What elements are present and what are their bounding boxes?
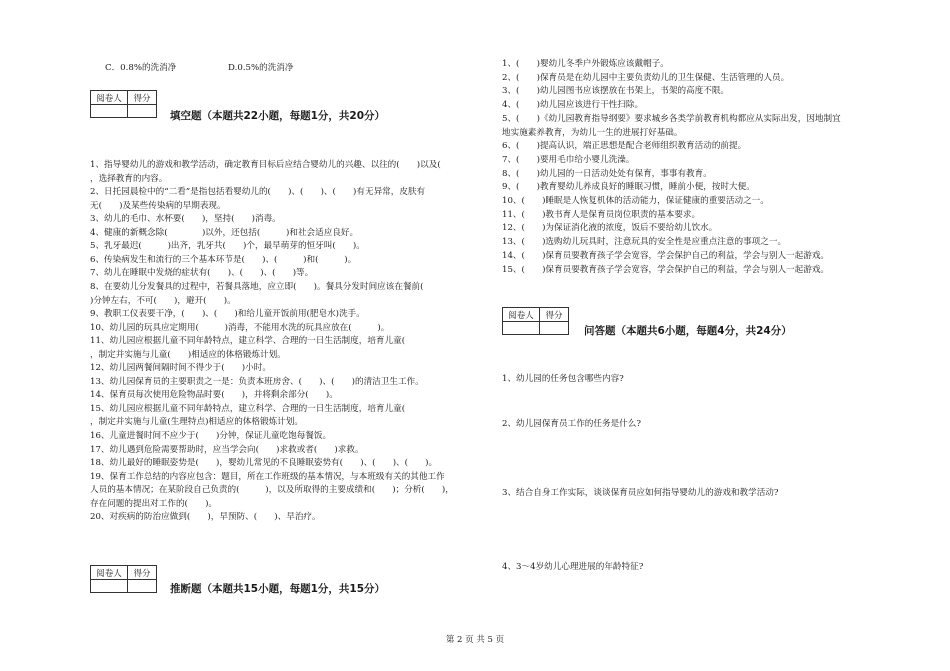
fill-question-line: ，选择教育的内容。 bbox=[90, 173, 168, 184]
judge-question-line: 8、( )幼儿园的一日活动处处有保育，事事有教育。 bbox=[502, 168, 712, 179]
judge-question-line: 2、( )保育员是在幼儿园中主要负责幼儿的卫生保健、生活管理的人员。 bbox=[502, 72, 790, 83]
fill-question-line: 17、幼儿遇到危险需要帮助时，应当学会向( )求救或者( )求救。 bbox=[90, 444, 364, 455]
score-label: 得分 bbox=[128, 91, 157, 105]
score-cell[interactable] bbox=[128, 580, 157, 593]
judge-question-line: 1、( )婴幼儿冬季户外锻炼应该戴帽子。 bbox=[502, 59, 669, 69]
judge-question-line: 12、( )为保证消化液的浓度，饭后不要给幼儿饮水。 bbox=[502, 223, 718, 234]
fill-question-line: 9、教职工仪表要干净，( )、( )和给儿童开饭前用(肥皂水)洗手。 bbox=[90, 309, 365, 320]
option-c: C．0.8%的洗消净 bbox=[105, 63, 177, 73]
score-label: 得分 bbox=[540, 308, 569, 322]
fill-question-line: 16、儿童进餐时间不应少于( )分钟，保证儿童吃饱每餐饭。 bbox=[90, 431, 332, 441]
fill-question-line: 无( )及某些传染病的早期表现。 bbox=[90, 200, 226, 211]
fill-question-line: 人员的基本情况；在某阶段自己负责的( )，以及所取得的主要成绩和( )；分析( )， bbox=[90, 485, 454, 496]
fill-question-line: 19、保育工作总结的内容应包含：题目，所在工作班级的基本情况，与本班级有关的其他工作 bbox=[90, 471, 445, 482]
fill-question-line: 存在问题的提出对工作的( )。 bbox=[90, 498, 218, 509]
qa-question: 3、结合自身工作实际，谈谈保育员应如何指导婴幼儿的游戏和教学活动? bbox=[502, 488, 779, 498]
score-cell[interactable] bbox=[128, 105, 157, 118]
qa-question: 4、3～4岁幼儿心理进展的年龄特征? bbox=[502, 562, 644, 572]
fill-question-line: 20、对疾病的防治应做到( )，早预防、( )、早治疗。 bbox=[90, 512, 321, 523]
fill-question-line: 5、乳牙最迟( )出齐，乳牙共( )个，最早萌芽的恒牙叫( )。 bbox=[90, 241, 365, 252]
fill-question-line: ，制定并实施与儿童( )相适应的体格锻炼计划。 bbox=[90, 349, 286, 360]
fill-question-line: 13、幼儿园保育员的主要职责之一是：负责本班房舍、( )、( )的清洁卫生工作。 bbox=[90, 376, 424, 387]
fill-question-line: 4、健康的新概念除( )以外，还包括( )和社会适应良好。 bbox=[90, 227, 359, 238]
page-footer: 第 2 页 共 5 页 bbox=[445, 635, 505, 645]
fill-question-line: 1、指导婴幼儿的游戏和教学活动，确定教育目标后应结合婴幼儿的兴趣、以往的( )以及( bbox=[90, 160, 441, 170]
fill-question-line: 2、日托园晨检中的“二看”是指包括看婴幼儿的( )、( )、( )有无异常，皮肤有 bbox=[90, 187, 426, 198]
fill-question-line: 7、幼儿在睡眠中发烧的症状有( )、( )、( )等。 bbox=[90, 268, 314, 279]
judge-question-line: 10、( )睡眠是人恢复机体的活动能力，保证健康的重要活动之一。 bbox=[502, 196, 769, 206]
score-cell[interactable] bbox=[540, 322, 569, 335]
qa-question: 1、幼儿园的任务包含哪些内容? bbox=[502, 374, 624, 384]
judge-question-line: 15、( )保育员要教育孩子学会宽容，学会保护自己的利益，学会与别人一起游戏。 bbox=[502, 264, 830, 275]
reviewer-cell[interactable] bbox=[91, 105, 128, 118]
reviewer-cell[interactable] bbox=[91, 580, 128, 593]
reviewer-label: 阅卷人 bbox=[503, 308, 540, 322]
judge-question-line: 13、( )选购幼儿玩具时，注意玩具的安全性是应重点注意的事项之一。 bbox=[502, 237, 787, 248]
reviewer-label: 阅卷人 bbox=[91, 91, 128, 105]
fill-question-line: 8、在要幼儿分发餐具的过程中，若餐具落地，应立即( )。餐具分发时间应该在餐前( bbox=[90, 281, 424, 292]
score-label: 得分 bbox=[128, 566, 157, 580]
score-box-qa bbox=[502, 307, 569, 335]
score-box-fill bbox=[90, 90, 157, 118]
fill-section-title: 填空题（本题共22小题，每题1分，共20分） bbox=[170, 110, 386, 122]
judge-question-line: 9、( )教育婴幼儿养成良好的睡眠习惯，睡前小便，按时大便。 bbox=[502, 182, 755, 193]
judge-question-line: 7、( )要用毛巾给小婴儿洗澡。 bbox=[502, 154, 635, 165]
qa-section-title: 问答题（本题共6小题，每题4分，共24分） bbox=[584, 325, 792, 337]
fill-question-line: 3、幼儿的毛巾、水杯要( )，坚持( )消毒。 bbox=[90, 214, 281, 225]
judge-question-line: 6、( )提高认识，端正思想是配合老师组织教育活动的前提。 bbox=[502, 141, 747, 152]
judge-question-line: 11、( )教书育人是保育员岗位职责的基本要求。 bbox=[502, 209, 701, 220]
fill-question-line: 12、幼儿园两餐间隔时间不得少于( )小时。 bbox=[90, 363, 271, 374]
judge-question-line: 地实施素养教育，为幼儿一生的进展打好基础。 bbox=[502, 127, 683, 138]
fill-question-line: 10、幼儿园的玩具应定期用( )消毒，不能用水洗的玩具应放在( )。 bbox=[90, 322, 390, 333]
option-d: D.0.5%的洗消净 bbox=[228, 63, 294, 73]
judge-question-line: 5、( )《幼儿园教育指导纲要》要求城乡各类学前教育机构都应从实际出发，因地制宜 bbox=[502, 113, 841, 124]
fill-question-line: 14、保育员每次使用危险物品时要( )，并将剩余部分( )。 bbox=[90, 390, 338, 401]
judge-section-title: 推断题（本题共15小题，每题1分，共15分） bbox=[170, 583, 386, 595]
fill-question-line: 11、幼儿园应根据儿童不同年龄特点，建立科学、合理的一日生活制度，培育儿童( bbox=[90, 336, 406, 347]
fill-question-line: 15、幼儿园应根据儿童不同年龄特点，建立科学、合理的一日生活制度，培育儿童( bbox=[90, 403, 406, 414]
judge-question-line: 14、( )保育员要教育孩子学会宽容，学会保护自己的利益，学会与别人一起游戏。 bbox=[502, 250, 830, 261]
score-box-judge bbox=[90, 565, 157, 593]
fill-question-line: ，制定并实施与儿童(生理特点)相适应的体格锻炼计划。 bbox=[90, 417, 303, 428]
qa-question: 2、幼儿园保育员工作的任务是什么? bbox=[502, 419, 641, 429]
reviewer-label: 阅卷人 bbox=[91, 566, 128, 580]
reviewer-cell[interactable] bbox=[503, 322, 540, 335]
fill-question-line: 6、传染病发生和流行的三个基本环节是( )、( )和( )。 bbox=[90, 254, 357, 265]
fill-question-line: 18、幼儿最好的睡眠姿势是( )，婴幼儿常见的不良睡眠姿势有( )、( )、( )。 bbox=[90, 458, 438, 469]
fill-question-line: )分钟左右，不可( )，避开( )。 bbox=[90, 295, 236, 306]
judge-question-line: 4、( )幼儿园应该进行干性扫除。 bbox=[502, 100, 644, 111]
judge-question-line: 3、( )幼儿园图书应该摆放在书架上，书架的高度不限。 bbox=[502, 86, 730, 97]
